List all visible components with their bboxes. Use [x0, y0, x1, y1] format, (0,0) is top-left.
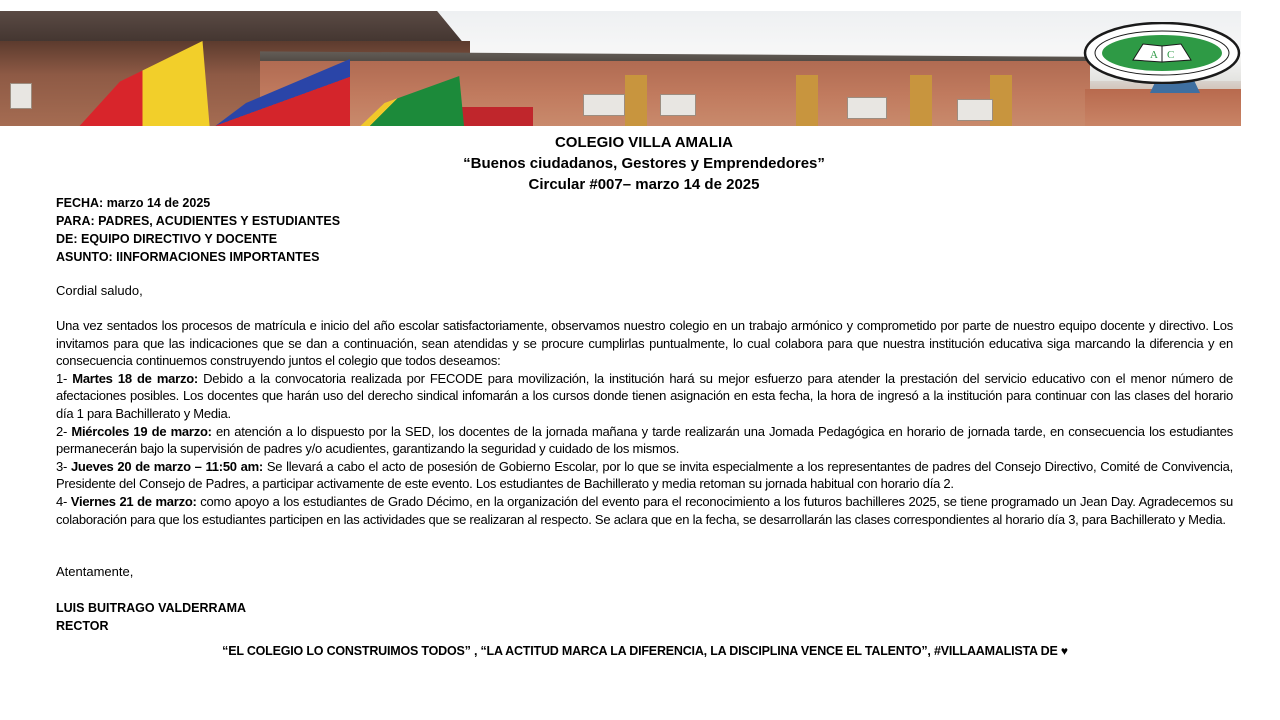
banner-board	[455, 107, 533, 126]
banner-column	[625, 75, 647, 126]
signer-name: LUIS BUITRAGO VALDERRAMA	[56, 601, 247, 615]
banner-window	[847, 97, 887, 119]
memo-from: DE: EQUIPO DIRECTIVO Y DOCENTE	[56, 232, 278, 246]
school-logo-icon	[1083, 22, 1241, 84]
footer-motto	[0, 644, 1280, 658]
memo-to: PARA: PADRES, ACUDIENTES Y ESTUDIANTES	[56, 214, 341, 228]
banner-column	[796, 75, 818, 126]
item-date: Viernes 21 de marzo:	[70, 493, 197, 509]
intro-paragraph: Una vez sentados los procesos de matrícula e inicio del año escolar satisfactoriamente, observamos nuestro colegio en un trabajo armónico y comprometido por parte de nuestro equipo docente y directivo. Los invitamos para que las indicaciones que se dan a continuación, sean atendidas y se procure cumplirlas puntualmente, lo cual colabora para que nuestra institución educativa siga marcando la diferencia y en consecuencia continuemos construyendo juntos el colegio que todos deseamos:	[56, 318, 1233, 369]
svg-text:C: C	[1167, 49, 1175, 61]
banner-column	[910, 75, 932, 126]
banner-window	[957, 99, 993, 121]
school-name: COLEGIO VILLA AMALIA	[554, 134, 734, 151]
list-item: 3- Jueves 20 de marzo – 11:50 am: Se llevará a cabo el acto de posesión de Gobierno Escolar, por lo que se invita especialmente a los representantes de padres del Consejo Directivo, Comité de Convivencia, Presidente del Consejo de Padres, a participar activamente de este evento. Los estudiantes de Bachillerato y media retoman su jornada habitual con horario día 2.	[56, 458, 1234, 492]
banner-column	[990, 75, 1012, 126]
header-banner-photo	[0, 11, 1241, 126]
banner-window	[10, 83, 32, 109]
memo-fields	[56, 194, 340, 266]
list-item: 1- Martes 18 de marzo: Debido a la convocatoria realizada por FECODE para movilización, la institución hará su mejor esfuerzo para atender la prestación del servicio educativo con el menor número de afectaciones posibles. Los docentes que harán uso del derecho sindical infomarán a los cursos donde tienen asignación en esta fecha, la hora de ingresó a la institución para continuar con las clases del horario día 1 para Bachillerato y Media.	[56, 370, 1234, 421]
heart-icon: ♥	[1060, 644, 1068, 658]
document-header	[0, 132, 1280, 195]
svg-text:A: A	[1150, 49, 1158, 61]
list-item: 2- Miércoles 19 de marzo: en atención a lo dispuesto por la SED, los docentes de la jornada mañana y tarde realizarán una Jomada Pedagógica en horario de jornada tarde, en consecuencia los estudiantes permanecerán bajo la supervisión de padres y/o acudientes, garantizando la seguridad y cuidado de los mismos.	[56, 423, 1233, 457]
banner-window	[583, 94, 625, 116]
closing: Atentamente,	[56, 564, 134, 579]
banner-wall	[1085, 89, 1241, 126]
item-date: Martes 18 de marzo:	[72, 370, 198, 386]
motto-text: “EL COLEGIO LO CONSTRUIMOS TODOS” , “LA ACTITUD MARCA LA DIFERENCIA, LA DISCIPLINA VENCE EL TALENTO”, #VILLAAMALISTA DE	[222, 644, 1061, 658]
circular-body	[56, 317, 1233, 528]
item-date: Miércoles 19 de marzo:	[71, 423, 212, 439]
memo-date: FECHA: marzo 14 de 2025	[56, 196, 211, 210]
banner-window	[660, 94, 696, 116]
item-date: Jueves 20 de marzo – 11:50 am:	[70, 458, 264, 474]
list-item: 4- Viernes 21 de marzo: como apoyo a los estudiantes de Grado Décimo, en la organización del evento para el reconocimiento a los futuros bachilleres 2025, se tiene programado un Jean Day. Agradecemos su colaboración para que los estudiantes participen en las actividades que se realizaran al respecto. Se aclara que en la fecha, se desarrollarán las clases correspondientes al horario día 3, para Bachillerato y Media.	[56, 493, 1233, 527]
circular-number: Circular #007– marzo 14 de 2025	[528, 176, 760, 193]
salutation: Cordial saludo,	[56, 283, 143, 298]
signer-role: RECTOR	[56, 619, 109, 633]
school-slogan: “Buenos ciudadanos, Gestores y Emprendedores”	[463, 155, 825, 172]
signature-block	[56, 599, 246, 635]
memo-subject: ASUNTO: IINFORMACIONES IMPORTANTES	[56, 250, 320, 264]
